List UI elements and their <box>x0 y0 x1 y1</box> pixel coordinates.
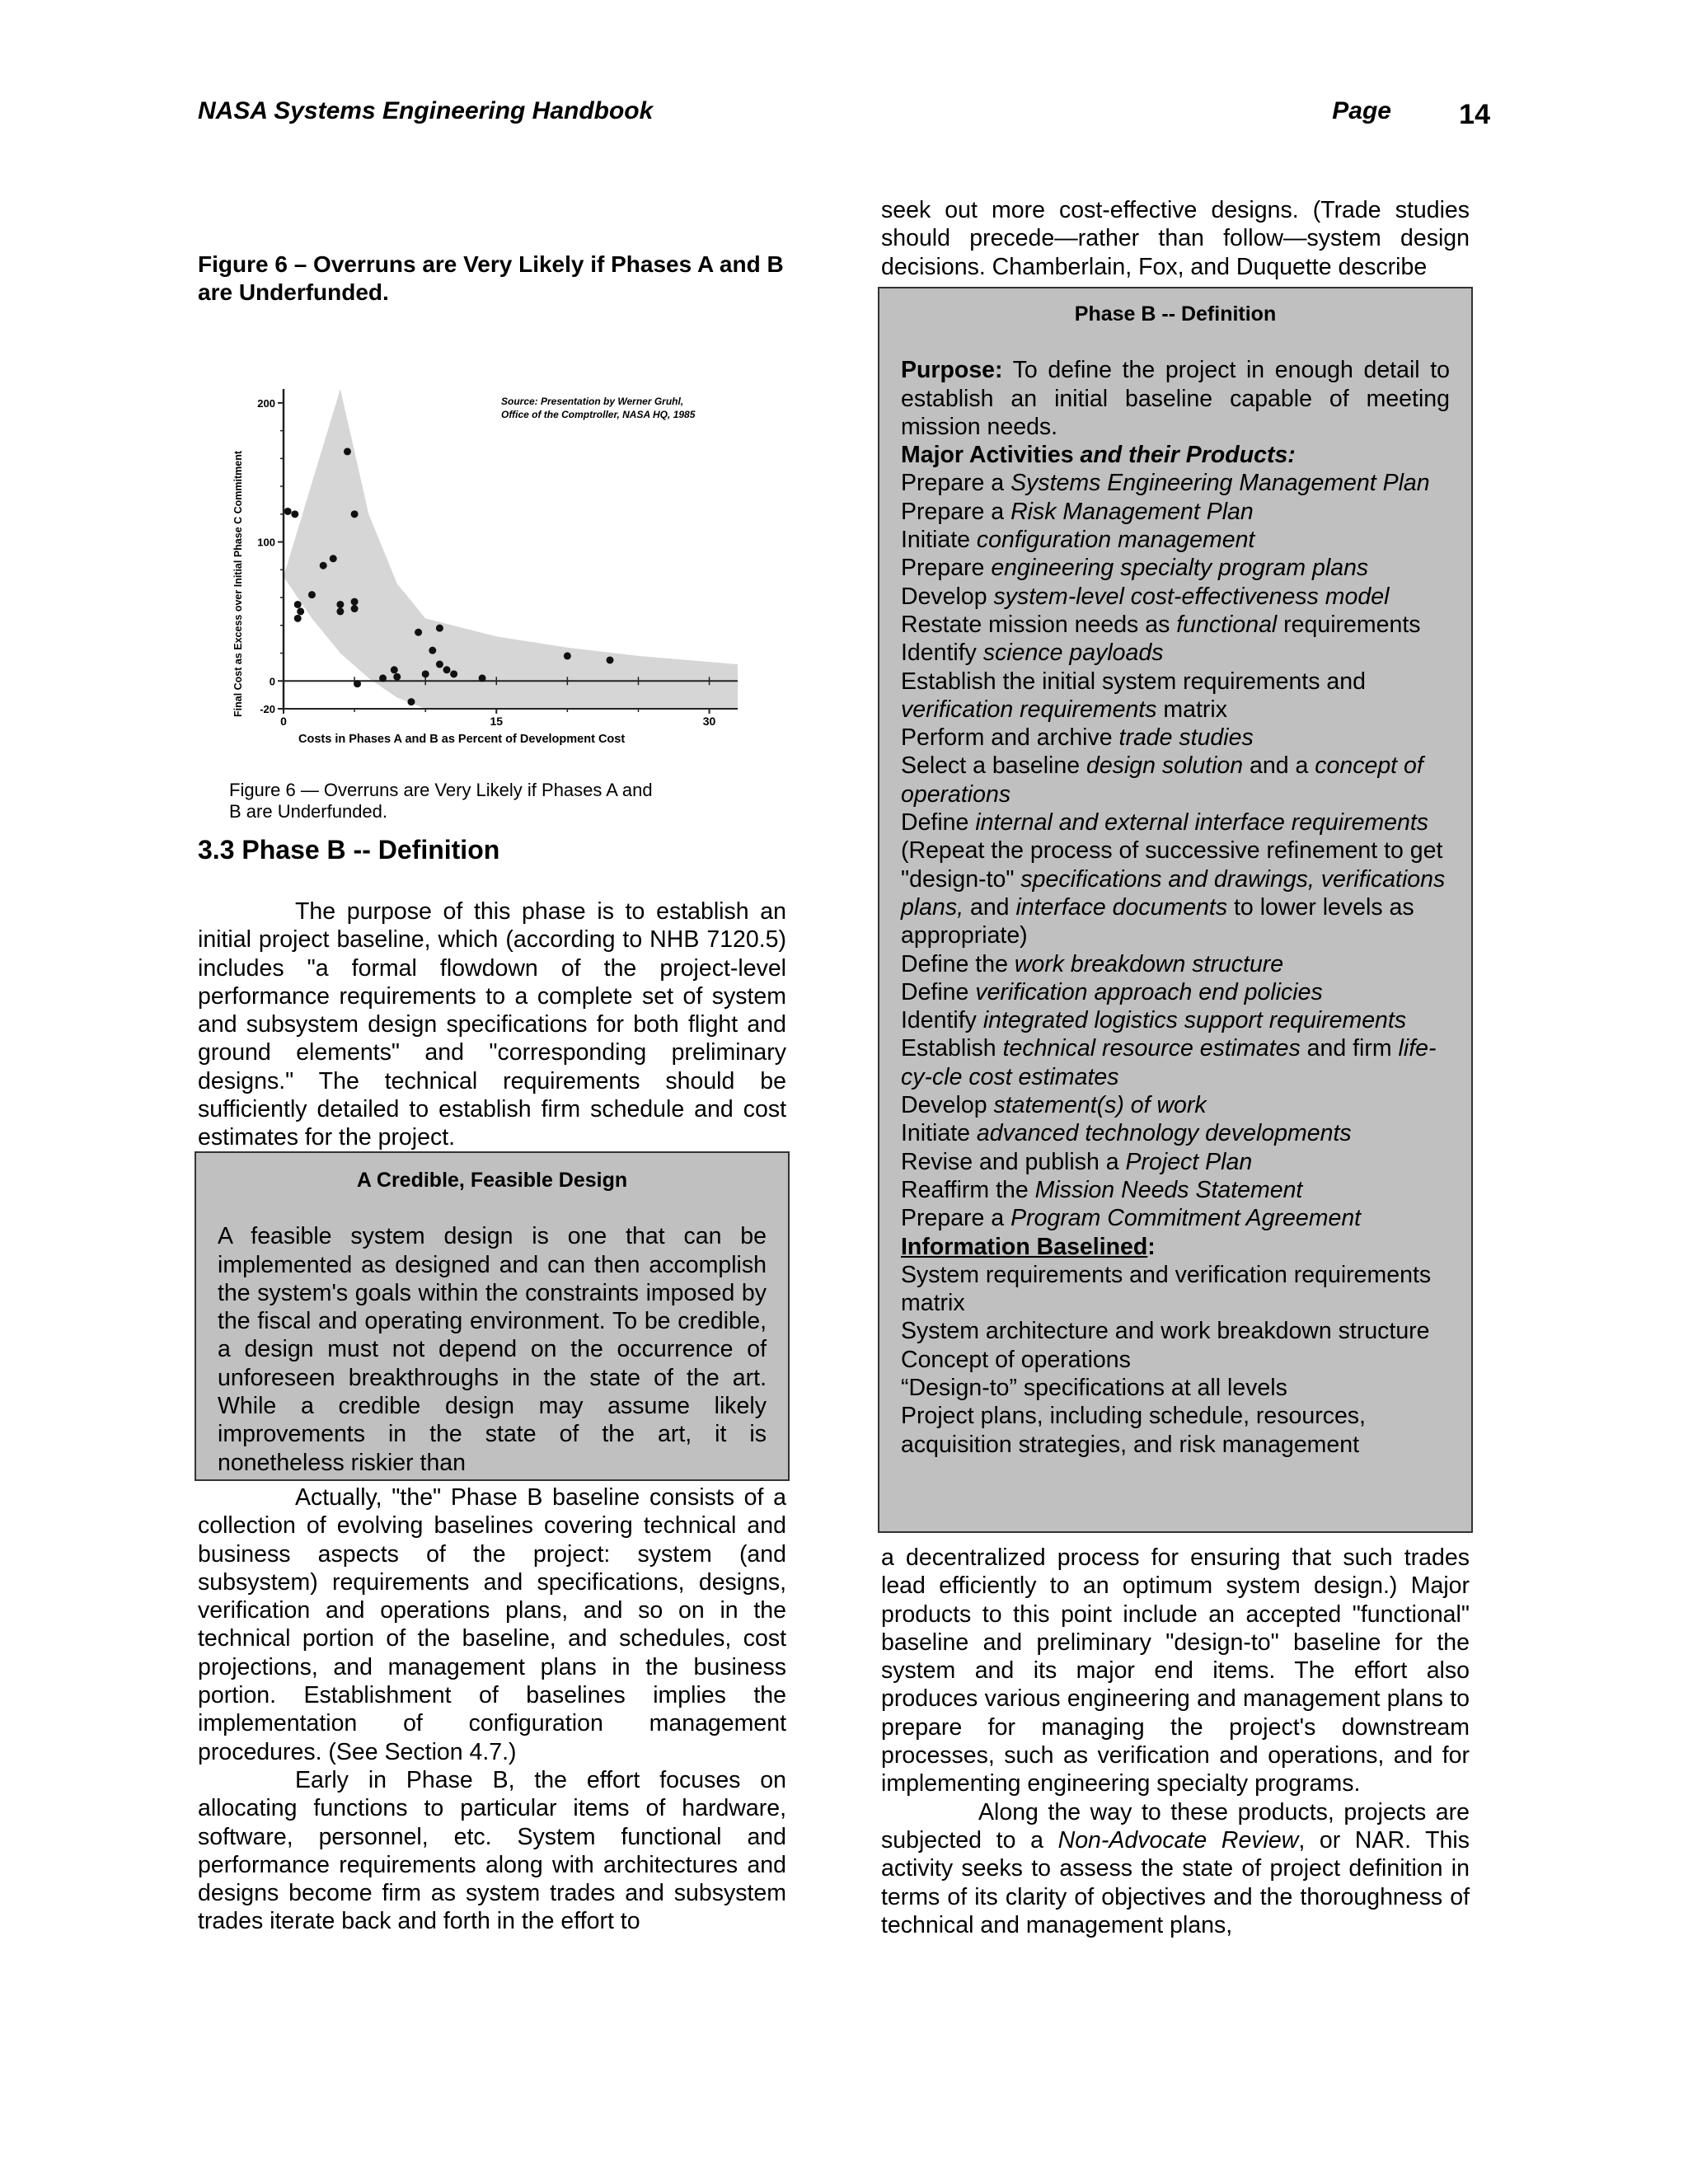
activity-item: Define verification approach end policies <box>901 978 1323 1005</box>
activity-item: Select a baseline design solution and a concept of operations <box>901 752 1423 808</box>
purpose-text: To define the project in enough detail to establish an initial baseline capable of meeting mission needs. <box>901 357 1450 440</box>
figure-x-axis-label: Costs in Phases A and B as Percent of Development Cost <box>298 733 626 746</box>
data-point <box>336 607 344 615</box>
y-tick-label: 0 <box>269 675 275 688</box>
activity-item: Prepare a Systems Engineering Management Plan <box>901 470 1430 497</box>
y-tick-label: 100 <box>257 536 275 549</box>
data-point <box>429 647 436 654</box>
envelope-shape <box>284 389 738 709</box>
page-header <box>198 97 1490 138</box>
activity-item: Perform and archive trade studies <box>901 724 1254 752</box>
right-paragraph-bottom-block <box>881 1544 1470 1939</box>
data-point <box>344 448 351 455</box>
activity-item: Restate mission needs as functional requirements <box>901 611 1421 638</box>
activities-heading <box>901 441 1450 469</box>
page-number: 14 <box>1459 99 1490 130</box>
activity-item: Prepare engineering specialty program plans <box>901 555 1369 582</box>
x-tick-label: 30 <box>702 715 716 728</box>
data-point <box>415 629 422 636</box>
baselined-label: Information Baselined <box>901 1233 1148 1260</box>
data-point <box>351 510 359 518</box>
purpose-paragraph <box>901 356 1450 441</box>
data-point <box>379 674 387 682</box>
x-tick-label: 15 <box>490 715 504 728</box>
baselined-heading: Information Baselined: <box>901 1233 1156 1260</box>
figure-y-axis-label: Final Cost as Excess over Initial Phase C Commitment <box>232 450 244 717</box>
data-point <box>351 598 359 606</box>
data-point <box>297 607 304 615</box>
section-heading-block <box>198 836 786 864</box>
sidebar-b-title: Phase B -- Definition <box>1074 302 1277 326</box>
activity-item: Develop system-level cost-effectiveness model <box>901 583 1390 610</box>
activity-item: Define the work breakdown structure <box>901 950 1284 977</box>
activity-item: Establish technical resource estimates and firm life-cy-cle cost estimates <box>901 1035 1437 1090</box>
figure-6-chart <box>223 371 783 832</box>
section-heading: 3.3 Phase B -- Definition <box>198 835 500 865</box>
data-point <box>443 666 451 673</box>
activities-label-italic: and their Products: <box>1073 442 1296 469</box>
figure-source-line-2: Office of the Comptroller, NASA HQ, 1985 <box>501 409 696 420</box>
right-paragraph-bottom-2: Along the way to these products, projects are subjected to a Non-Advocate Review, or NAR. This activity seeks to assess the state of project definition in terms of its clarity of objectives and the thoroughness of technical and management plans, <box>881 1798 1470 1938</box>
left-paragraph-2: Actually, "the" Phase B baseline consists of a collection of evolving baselines covering technical and business aspects of the project: system (and subsystem) requirements and specifications, designs, verification and operations plans, and so on in the technical portion of the baseline, and schedules, cost projections, and management plans in the business portion. Establishment of baselines implies the implementation of configuration management procedures. (See Section 4.7.) <box>198 1484 786 1765</box>
page-label: Page <box>1332 97 1391 124</box>
figure-caption: Figure 6 – Overruns are Very Likely if Phases A and B are Underfunded. <box>198 251 784 305</box>
data-point <box>436 625 443 632</box>
baselined-item: “Design-to” specifications at all levels <box>901 1374 1287 1401</box>
data-point <box>407 698 415 705</box>
x-tick-label: 0 <box>280 715 287 728</box>
activity-item: (Repeat the process of successive refinement to get "design-to" specifications and drawings, verifications plans, and interface documents to lower levels as appropriate) <box>901 837 1446 949</box>
purpose-label: Purpose: <box>901 357 1003 384</box>
activity-item: Initiate advanced technology developments <box>901 1120 1352 1147</box>
activity-item: Revise and publish a Project Plan <box>901 1148 1253 1175</box>
left-paragraph-1: The purpose of this phase is to establish an initial project baseline, which (according to NHB 7120.5) includes "a formal flowdown of the project-level performance requirements to a complete set of system and subsystem design specifications for both flight and ground elements" and "corresponding preliminary designs." The technical requirements should be sufficiently detailed to establish firm schedule and cost estimates for the project. <box>198 898 786 1151</box>
sidebar-a-title: A Credible, Feasible Design <box>356 1169 628 1192</box>
left-paragraph-3: Early in Phase B, the effort focuses on allocating functions to particular items of hardware, software, personnel, etc. System functional and performance requirements along with architectures and designs become firm as system trades and subsystem trades iterate back and forth in the effort to <box>198 1766 786 1935</box>
activity-item: Prepare a Risk Management Plan <box>901 498 1254 525</box>
sidebar-phase-b-definition <box>878 287 1473 1533</box>
activity-item: Establish the initial system requirements and verification requirements matrix <box>901 668 1366 723</box>
shaded-envelope <box>284 389 738 709</box>
data-point <box>351 605 359 612</box>
activities-label: Major Activities <box>901 442 1074 469</box>
baselined-item: System architecture and work breakdown structure <box>901 1318 1430 1345</box>
data-point <box>284 508 292 515</box>
data-point <box>294 601 302 608</box>
y-tick-label: -20 <box>260 703 275 715</box>
right-paragraph-top: seek out more cost-effective designs. (Trade studies should precede—rather than follow—system design decisions. Chamberlain, Fox, and Duquette describe <box>881 197 1470 280</box>
data-point <box>308 591 316 598</box>
baselined-item: Project plans, including schedule, resources, acquisition strategies, and risk management <box>901 1403 1366 1458</box>
baselined-item: System requirements and verification requirements matrix <box>901 1261 1432 1317</box>
y-tick-label: 200 <box>257 396 275 410</box>
non-advocate-review-term: Non-Advocate Review <box>1057 1826 1299 1854</box>
activity-item: Develop statement(s) of work <box>901 1092 1207 1119</box>
data-point <box>291 510 298 518</box>
figure-caption-block <box>198 251 786 307</box>
left-paragraph-2-block <box>198 1483 786 1936</box>
data-point <box>336 601 344 608</box>
data-point <box>422 670 429 677</box>
data-point <box>479 674 486 682</box>
sidebar-credible-feasible-design <box>195 1151 790 1481</box>
right-paragraph-bottom-1: a decentralized process for ensuring that such trades lead efficiently to an optimum system design.) Major products to this point include an accepted "functional" baseline and preliminary "design-to" baseline for the system and its major end items. The effort also produces various engineering and management plans to prepare for managing the project's downstream processes, such as verification and operations, and for implementing engineering specialty programs. <box>881 1544 1470 1797</box>
activity-item: Prepare a Program Commitment Agreement <box>901 1205 1362 1232</box>
right-paragraph-top-block <box>881 196 1470 281</box>
data-point <box>564 652 571 659</box>
figure-6 <box>223 371 783 832</box>
data-point <box>320 562 327 569</box>
figure-source-line-1: Source: Presentation by Werner Gruhl, <box>501 396 684 407</box>
data-point <box>393 673 401 681</box>
figure-inner-caption-line-1: Figure 6 — Overruns are Very Likely if Phases A and <box>229 780 653 800</box>
sidebar-a-body: A feasible system design is one that can be implemented as designed and can then accomplish the system's goals within the constraints imposed by the fiscal and operating environment. To be credible, a design must not depend on the occurrence of unforeseen breakthroughs in the state of the art. While a credible design may assume likely improvements in the state of the art, it is nonetheless riskier than <box>218 1223 767 1476</box>
data-point <box>330 555 337 562</box>
figure-inner-caption-line-2: B are Underfunded. <box>229 801 388 822</box>
data-point <box>436 661 443 668</box>
baselined-item: Concept of operations <box>901 1346 1131 1373</box>
activity-item: Initiate configuration management <box>901 527 1255 554</box>
left-paragraph-1-block <box>198 898 786 1152</box>
activity-item: Identify integrated logistics support requirements <box>901 1007 1407 1034</box>
data-point <box>607 656 614 663</box>
activity-item: Identify science payloads <box>901 640 1164 667</box>
data-point <box>450 670 457 677</box>
data-point <box>391 666 398 673</box>
activity-item: Define internal and external interface requirements <box>901 809 1429 837</box>
data-point <box>354 680 361 687</box>
activity-item: Reaffirm the Mission Needs Statement <box>901 1176 1303 1203</box>
data-point <box>294 615 302 622</box>
document-title: NASA Systems Engineering Handbook <box>198 97 654 124</box>
